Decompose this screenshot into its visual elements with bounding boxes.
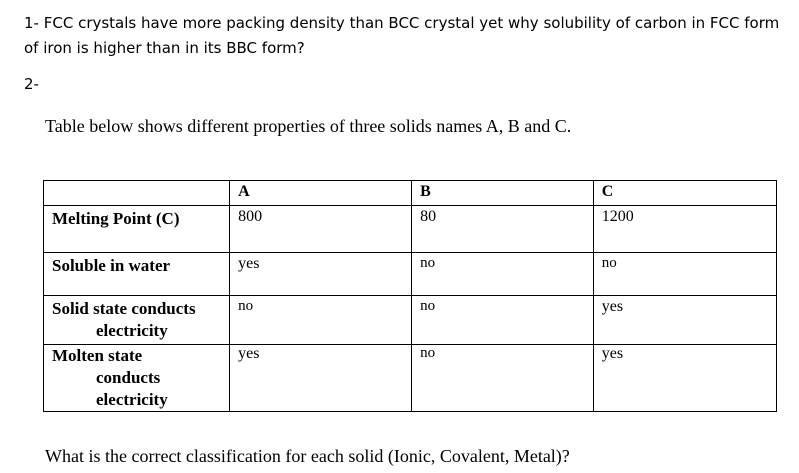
cell-b-molten-conducts: no [412,345,594,412]
row-label-solid-conducts [44,296,230,345]
row-label-line: Molten state [52,346,143,365]
row-label-line: electricity [96,321,168,340]
cell-a-molten-conducts: yes [230,345,412,412]
question-2-label: 2- [24,75,39,93]
properties-table [43,180,777,412]
cell-c-melting-point: 1200 [593,206,776,253]
table-row [44,206,777,253]
cell-b-melting-point: 80 [412,206,594,253]
row-label-line: Soluble in water [52,256,171,275]
table-row [44,253,777,296]
header-cell-b: B [412,181,594,206]
classification-question: What is the correct classification for each solid (Ionic, Covalent, Metal)? [45,446,570,466]
row-label-line: electricity [96,390,168,409]
table-row [44,345,777,412]
row-label-line: conducts [96,368,161,387]
cell-c-soluble: no [593,253,776,296]
row-label-line: Melting Point (C) [52,209,180,228]
header-cell-a: A [230,181,412,206]
row-label-melting-point [44,206,230,253]
table-header-row [44,181,777,206]
header-cell-empty [44,181,230,206]
row-label-molten-conducts [44,345,230,412]
row-label-soluble [44,253,230,296]
cell-a-soluble: yes [230,253,412,296]
cell-b-soluble: no [412,253,594,296]
cell-c-solid-conducts: yes [593,296,776,345]
table-intro-text: Table below shows different properties of three solids names A, B and C. [45,116,572,136]
header-cell-c: C [593,181,776,206]
cell-a-melting-point: 800 [230,206,412,253]
table-row [44,296,777,345]
cell-c-molten-conducts: yes [593,345,776,412]
cell-a-solid-conducts: no [230,296,412,345]
row-label-line: Solid state conducts [52,299,196,318]
cell-b-solid-conducts: no [412,296,594,345]
question-1-text: 1- FCC crystals have more packing density than BCC crystal yet why solubility of carbon in FCC form of iron is higher than in its BBC form? [24,14,780,57]
